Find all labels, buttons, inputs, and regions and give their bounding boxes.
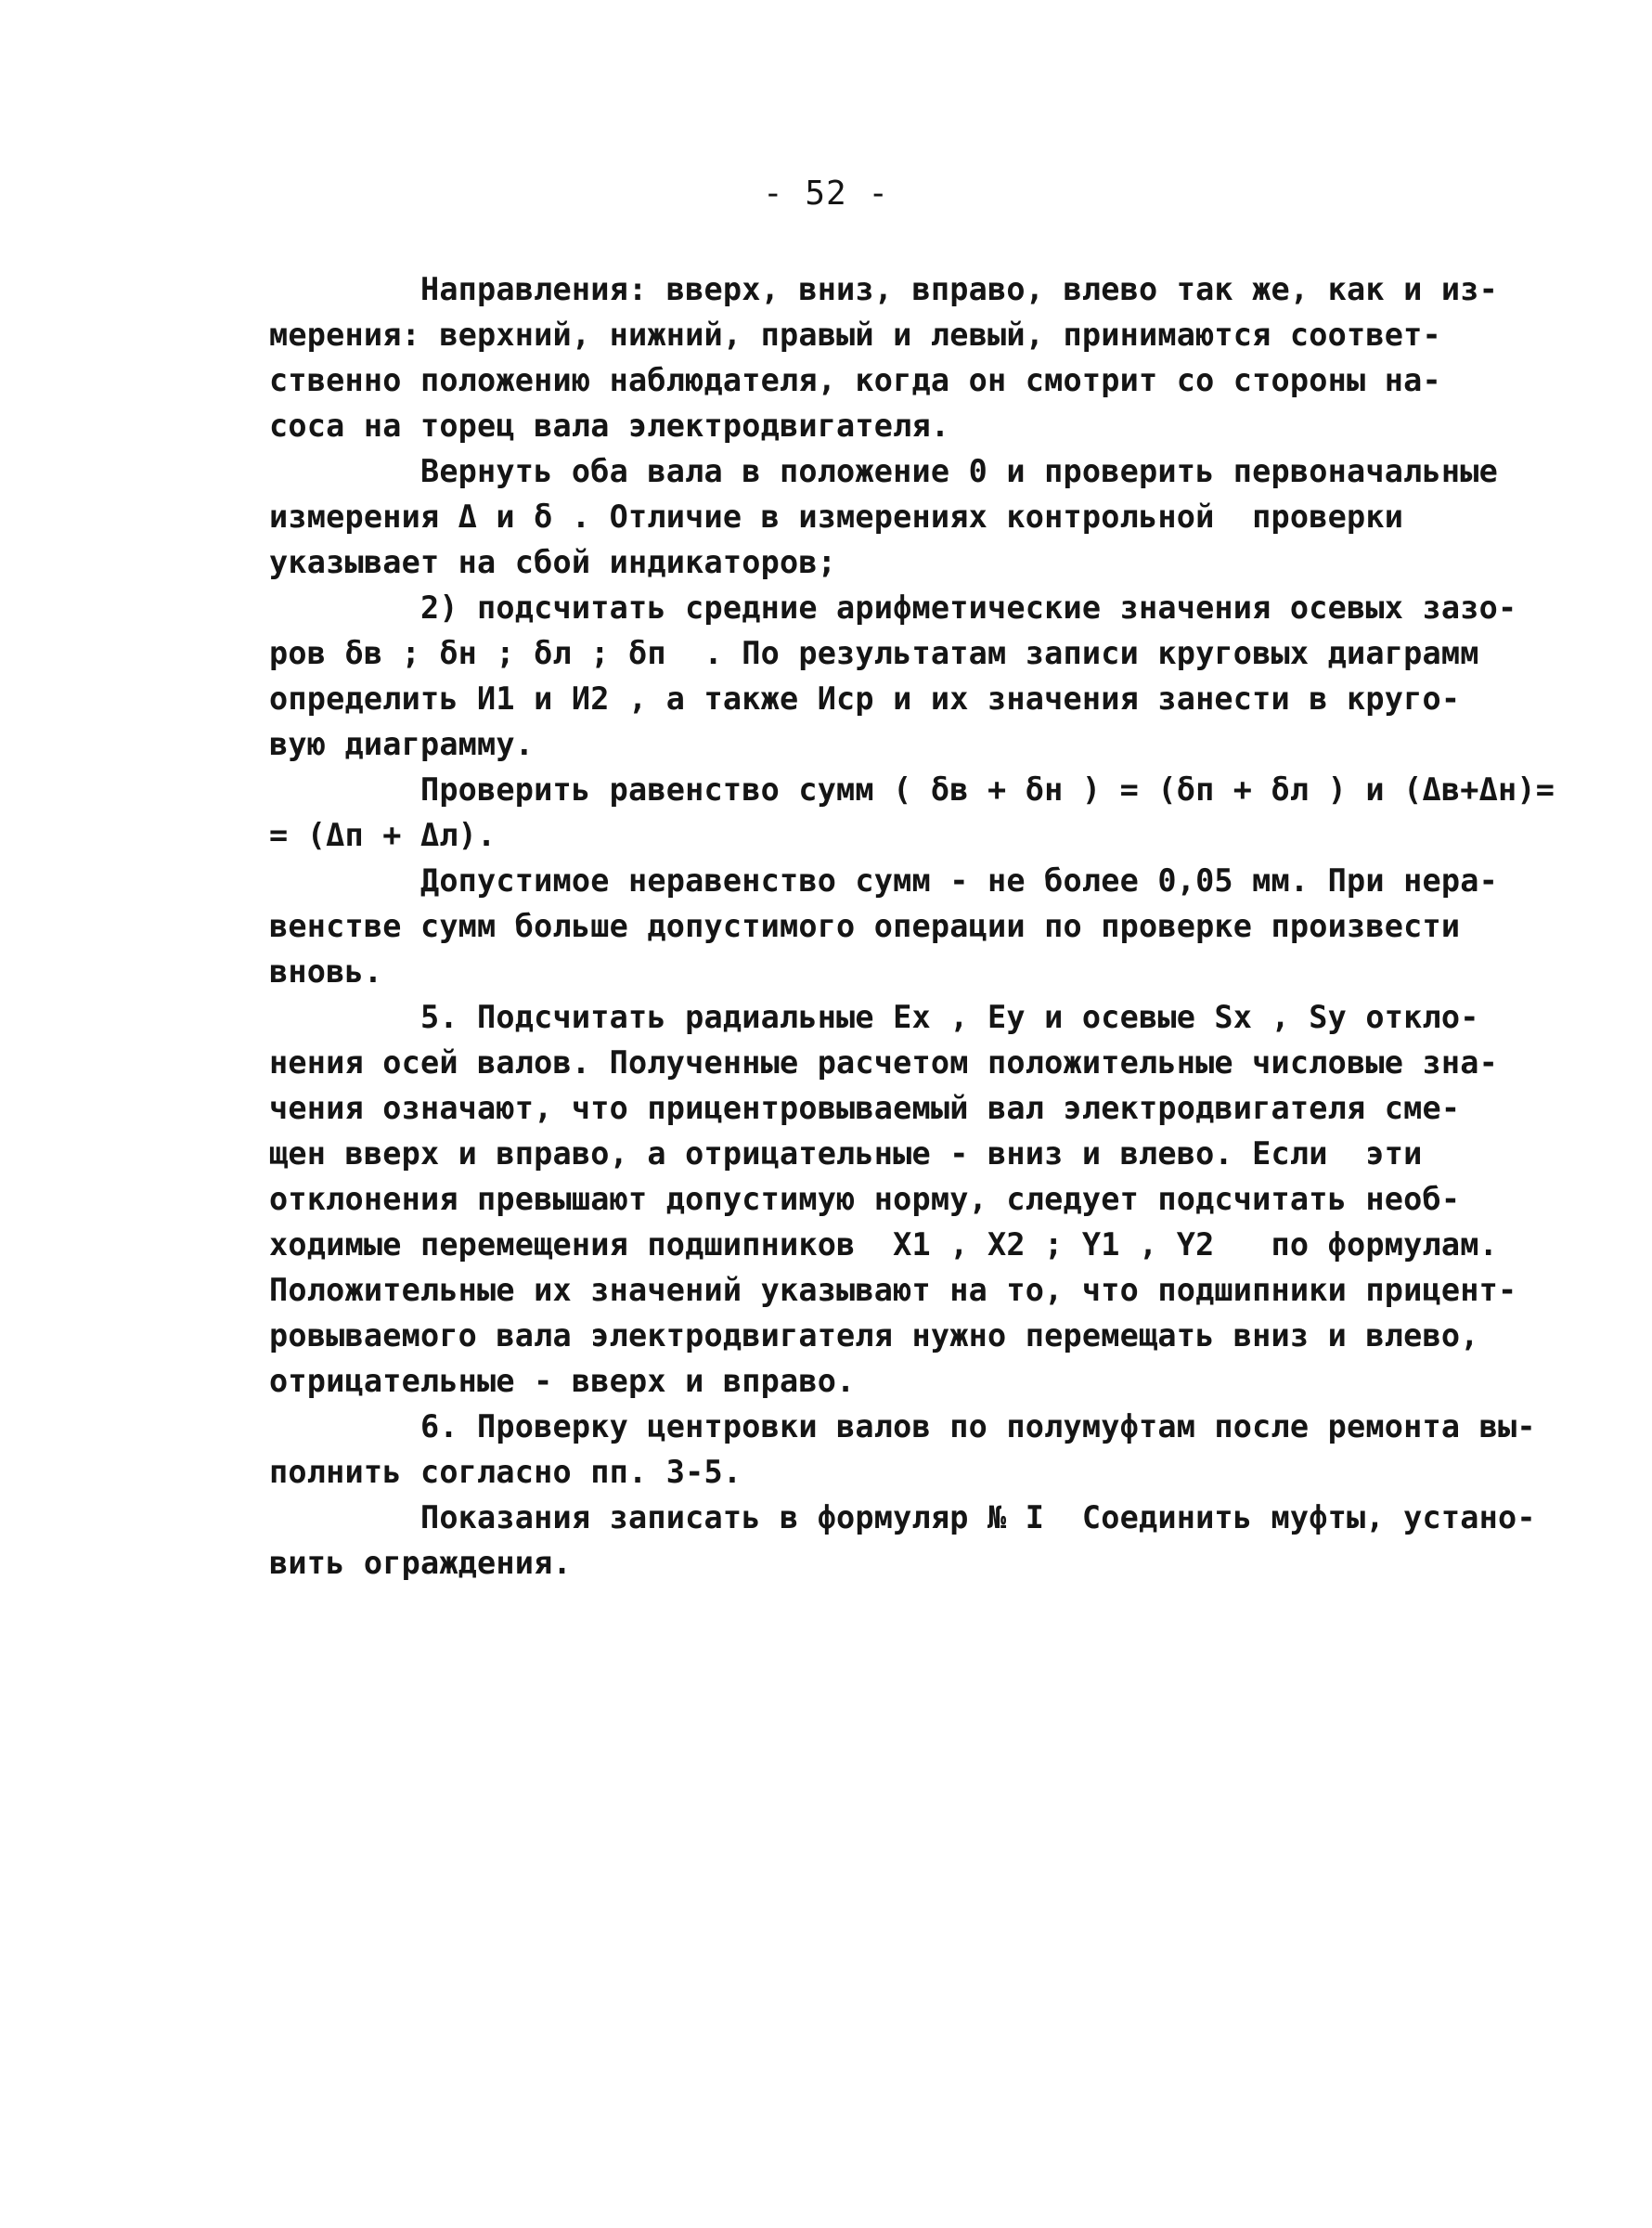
text-line: полнить согласно пп. 3-5. <box>269 1454 742 1490</box>
text-line: ров δв ; δн ; δл ; δп . По результатам записи круговых диаграмм <box>269 635 1479 671</box>
page-number: - 52 - <box>762 175 890 213</box>
text-line: ственно положению наблюдателя, когда он смотрит со стороны на- <box>269 362 1441 398</box>
text-line: щен вверх и вправо, а отрицательные - вниз и влево. Если эти <box>269 1135 1423 1172</box>
text-line: 6. Проверку центровки валов по полумуфтам после ремонта вы- <box>269 1408 1536 1444</box>
text-line: мерения: верхний, нижний, правый и левый, принимаются соответ- <box>269 317 1441 353</box>
text-line: Направления: вверх, вниз, вправо, влево так же, как и из- <box>269 271 1498 307</box>
text-line: измерения Δ и δ . Отличие в измерениях контрольной проверки <box>269 499 1404 535</box>
document-body <box>269 266 1555 1586</box>
text-line: соса на торец вала электродвигателя. <box>269 408 950 444</box>
text-line: 5. Подсчитать радиальные Ex , Ey и осевые Sx , Sy откло- <box>269 999 1479 1035</box>
text-line: Проверить равенство сумм ( δв + δн ) = (δп + δл ) и (Δв+Δн)= <box>269 771 1555 808</box>
text-line: ровываемого вала электродвигателя нужно перемещать вниз и влево, <box>269 1317 1479 1354</box>
text-line: Показания записать в формуляр № I Соединить муфты, устано- <box>269 1499 1536 1535</box>
text-line: ходимые перемещения подшипников X1 , X2 ; Y1 , Y2 по формулам. <box>269 1226 1498 1263</box>
text-line: нения осей валов. Полученные расчетом положительные числовые зна- <box>269 1044 1498 1081</box>
text-line: определить И1 и И2 , а также Иср и их значения занести в круго- <box>269 680 1461 717</box>
text-line: = (Δп + Δл). <box>269 817 497 853</box>
text-line: отрицательные - вверх и вправо. <box>269 1363 856 1399</box>
text-line: Вернуть оба вала в положение 0 и проверить первоначальные <box>269 453 1498 489</box>
text-line: отклонения превышают допустимую норму, следует подсчитать необ- <box>269 1181 1461 1217</box>
text-line: Положительные их значений указывают на то, что подшипники прицент- <box>269 1272 1517 1308</box>
text-line: вновь. <box>269 953 383 990</box>
text-line: Допустимое неравенство сумм - не более 0,05 мм. При нера- <box>269 862 1498 899</box>
text-line: вить ограждения. <box>269 1545 572 1581</box>
text-line: чения означают, что прицентровываемый вал электродвигателя сме- <box>269 1090 1461 1126</box>
text-line: венстве сумм больше допустимого операции по проверке произвести <box>269 908 1461 944</box>
text-line: указывает на сбой индикаторов; <box>269 544 837 580</box>
text-line: вую диаграмму. <box>269 726 535 762</box>
text-line: 2) подсчитать средние арифметические значения осевых зазо- <box>269 589 1517 626</box>
